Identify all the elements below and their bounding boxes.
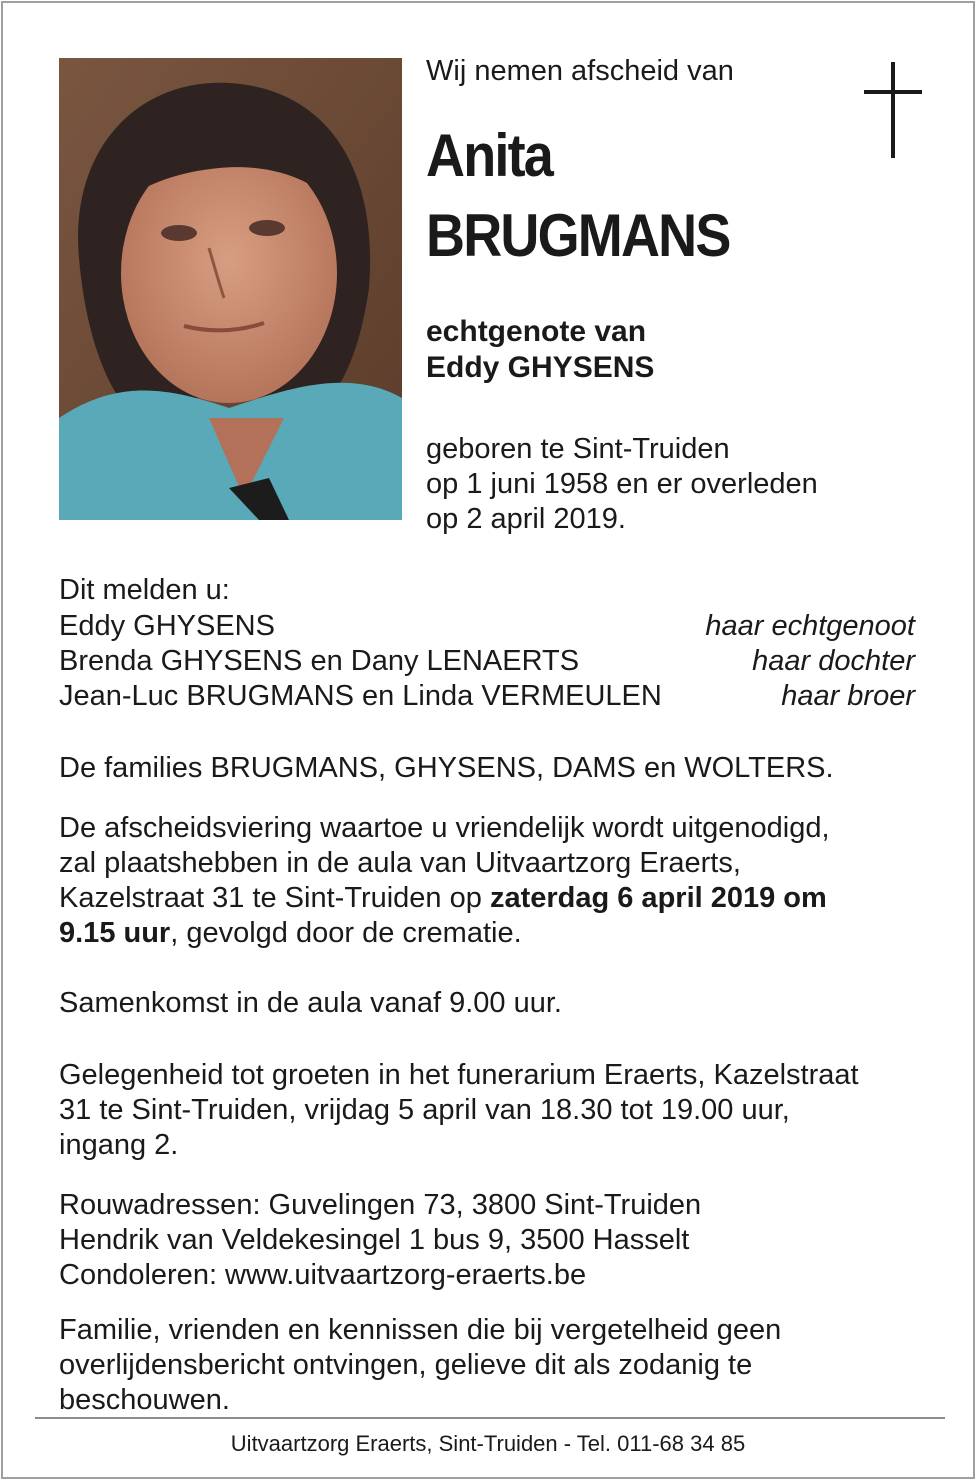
ceremony-date: zaterdag 6 april 2019 om <box>489 882 827 914</box>
ceremony-time: 9.15 uur <box>59 917 171 949</box>
ceremony-location: Kazelstraat 31 te Sint-Truiden op <box>59 882 490 914</box>
cross-icon <box>864 62 922 160</box>
ceremony-info <box>59 811 830 951</box>
ceremony-followup: , gevolgd door de crematie. <box>170 917 522 949</box>
announcer-row <box>59 609 915 644</box>
addresses-block <box>59 1188 701 1293</box>
deceased-first-name: Anita <box>426 122 552 189</box>
intro-text: Wij nemen afscheid van <box>426 55 734 87</box>
born-line: op 1 juni 1958 en er overleden <box>426 468 818 500</box>
relation-label: echtgenote van <box>426 315 647 348</box>
announcer-name: Brenda GHYSENS en Dany LENAERTS <box>59 645 580 677</box>
announcer-role: haar echtgenoot <box>705 610 915 642</box>
closing-note <box>59 1313 781 1418</box>
footer-text: Uitvaartzorg Eraerts, Sint-Truiden - Tel. 011-68 34 85 <box>230 1431 746 1456</box>
gathering-line: Samenkomst in de aula vanaf 9.00 uur. <box>59 987 562 1019</box>
closing-line: Familie, vrienden en kennissen die bij vergetelheid geen <box>59 1314 782 1346</box>
announcer-name: Eddy GHYSENS <box>59 610 275 642</box>
families-line: De families BRUGMANS, GHYSENS, DAMS en WOLTERS. <box>59 752 834 784</box>
visitation-line: ingang 2. <box>59 1129 179 1161</box>
ceremony-line: De afscheidsviering waartoe u vriendelijk wordt uitgenodigd, <box>59 812 830 844</box>
announcer-name: Jean-Luc BRUGMANS en Linda VERMEULEN <box>59 680 662 712</box>
born-line: op 2 april 2019. <box>426 503 626 535</box>
deceased-last-name: BRUGMANS <box>426 202 730 269</box>
ceremony-line <box>59 916 830 951</box>
announcer-role: haar dochter <box>752 645 915 677</box>
condolence-line: Condoleren: www.uitvaartzorg-eraerts.be <box>59 1259 587 1291</box>
portrait-photo <box>59 58 402 520</box>
announcers-intro: Dit melden u: <box>59 574 230 606</box>
visitation-line: Gelegenheid tot groeten in het funerarium Eraerts, Kazelstraat <box>59 1059 859 1091</box>
announcer-row <box>59 679 915 714</box>
spouse-name: Eddy GHYSENS <box>426 351 655 384</box>
visitation-line: 31 te Sint-Truiden, vrijdag 5 april van 18.30 tot 19.00 uur, <box>59 1094 790 1126</box>
footer-divider <box>35 1417 945 1419</box>
address-line: Hendrik van Veldekesingel 1 bus 9, 3500 Hasselt <box>59 1224 690 1256</box>
spouse-block <box>426 314 654 386</box>
announcer-row <box>59 644 915 679</box>
announcer-role: haar broer <box>781 680 915 712</box>
ceremony-line <box>59 881 830 916</box>
address-line: Rouwadressen: Guvelingen 73, 3800 Sint-Truiden <box>59 1189 702 1221</box>
born-line: geboren te Sint-Truiden <box>426 433 730 465</box>
visitation-info <box>59 1058 859 1163</box>
closing-line: beschouwen. <box>59 1384 230 1416</box>
ceremony-line: zal plaatshebben in de aula van Uitvaartzorg Eraerts, <box>59 847 741 879</box>
birth-death-info <box>426 432 818 537</box>
closing-line: overlijdensbericht ontvingen, gelieve dit als zodanig te <box>59 1349 753 1381</box>
